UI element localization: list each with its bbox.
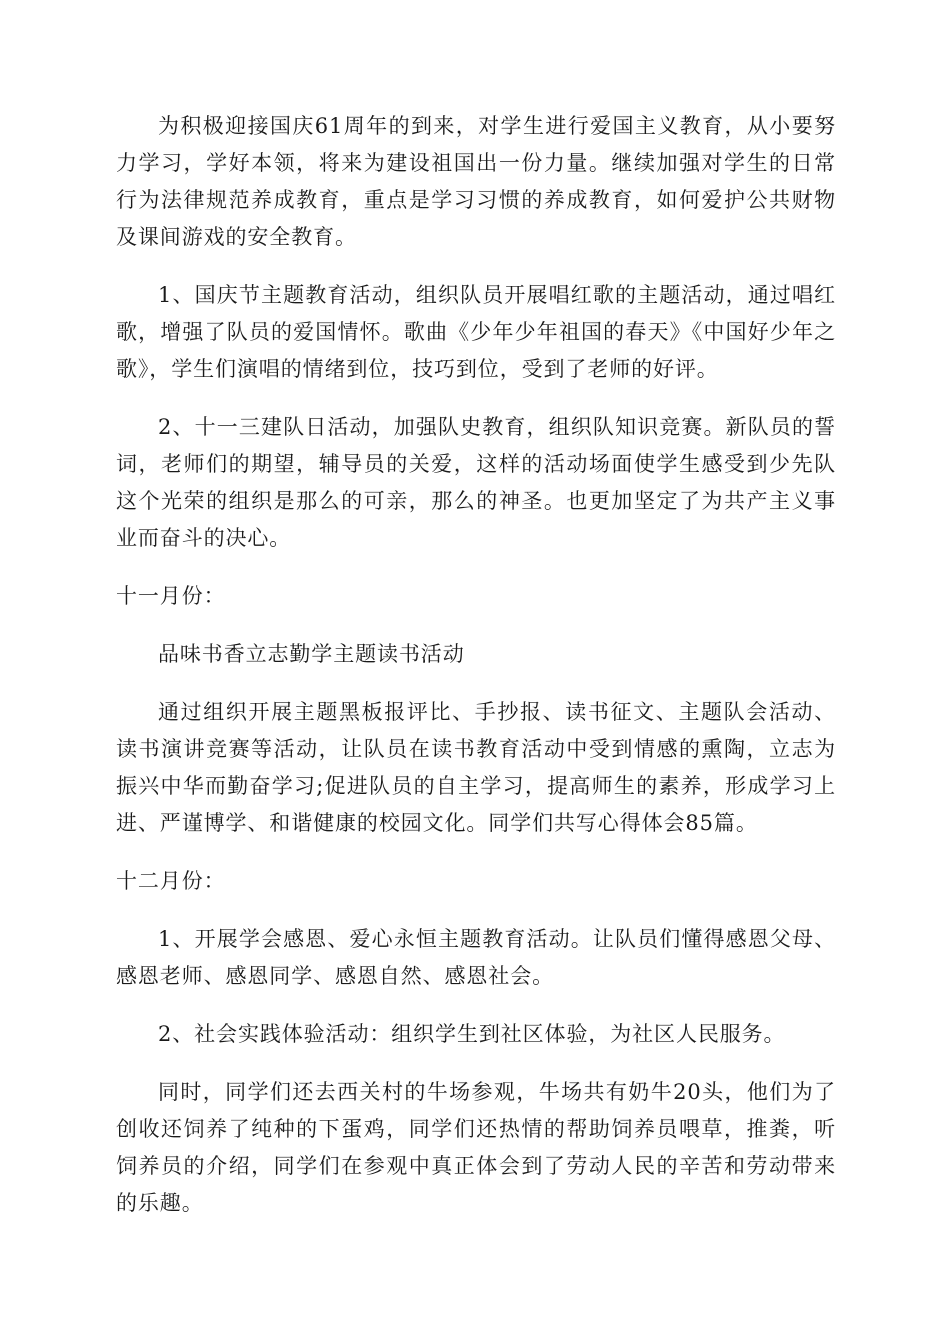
paragraph-item-2-social-practice: 2、社会实践体验活动：组织学生到社区体验，为社区人民服务。 bbox=[158, 1022, 786, 1046]
heading-december: 十二月份： bbox=[116, 869, 226, 893]
paragraph-item-1-gratitude: 1、开展学会感恩、爱心永恒主题教育活动。让队员们懂得感恩父母、感恩老师、感恩同学、感恩自然、感恩社会。 bbox=[116, 927, 836, 988]
subtitle-reading-activity: 品味书香立志勤学主题读书活动 bbox=[158, 642, 465, 666]
paragraph-farm-visit: 同时，同学们还去西关村的牛场参观，牛场共有奶牛20头，他们为了创收还饲养了纯种的下蛋鸡，同学们还热情的帮助饲养员喂草，推粪，听饲养员的介绍，同学们在参观中真正体会到了劳动人民的辛苦和劳动带来的乐趣。 bbox=[116, 1080, 836, 1215]
heading-november: 十一月份： bbox=[116, 584, 226, 608]
paragraph-reading-activity: 通过组织开展主题黑板报评比、手抄报、读书征文、主题队会活动、读书演讲竞赛等活动，让队员在读书教育活动中受到情感的熏陶，立志为振兴中华而勤奋学习;促进队员的自主学习，提高师生的素养，形成学习上进、严谨博学、和谐健康的校园文化。同学们共写心得体会85篇。 bbox=[116, 700, 836, 835]
paragraph-item-2-team-day: 2、十一三建队日活动，加强队史教育，组织队知识竞赛。新队员的誓词，老师们的期望，辅导员的关爱，这样的活动场面使学生感受到少先队这个光荣的组织是那么的可亲，那么的神圣。也更加坚定了为共产主义事业而奋斗的决心。 bbox=[116, 415, 836, 550]
paragraph-intro: 为积极迎接国庆61周年的到来，对学生进行爱国主义教育，从小要努力学习，学好本领，将来为建设祖国出一份力量。继续加强对学生的日常行为法律规范养成教育，重点是学习习惯的养成教育，如何爱护公共财物及课间游戏的安全教育。 bbox=[116, 114, 836, 249]
document-page bbox=[116, 108, 836, 1243]
paragraph-item-1-national-day: 1、国庆节主题教育活动，组织队员开展唱红歌的主题活动，通过唱红歌，增强了队员的爱国情怀。歌曲《少年少年祖国的春天》《中国好少年之歌》，学生们演唱的情绪到位，技巧到位，受到了老师的好评。 bbox=[116, 283, 836, 381]
